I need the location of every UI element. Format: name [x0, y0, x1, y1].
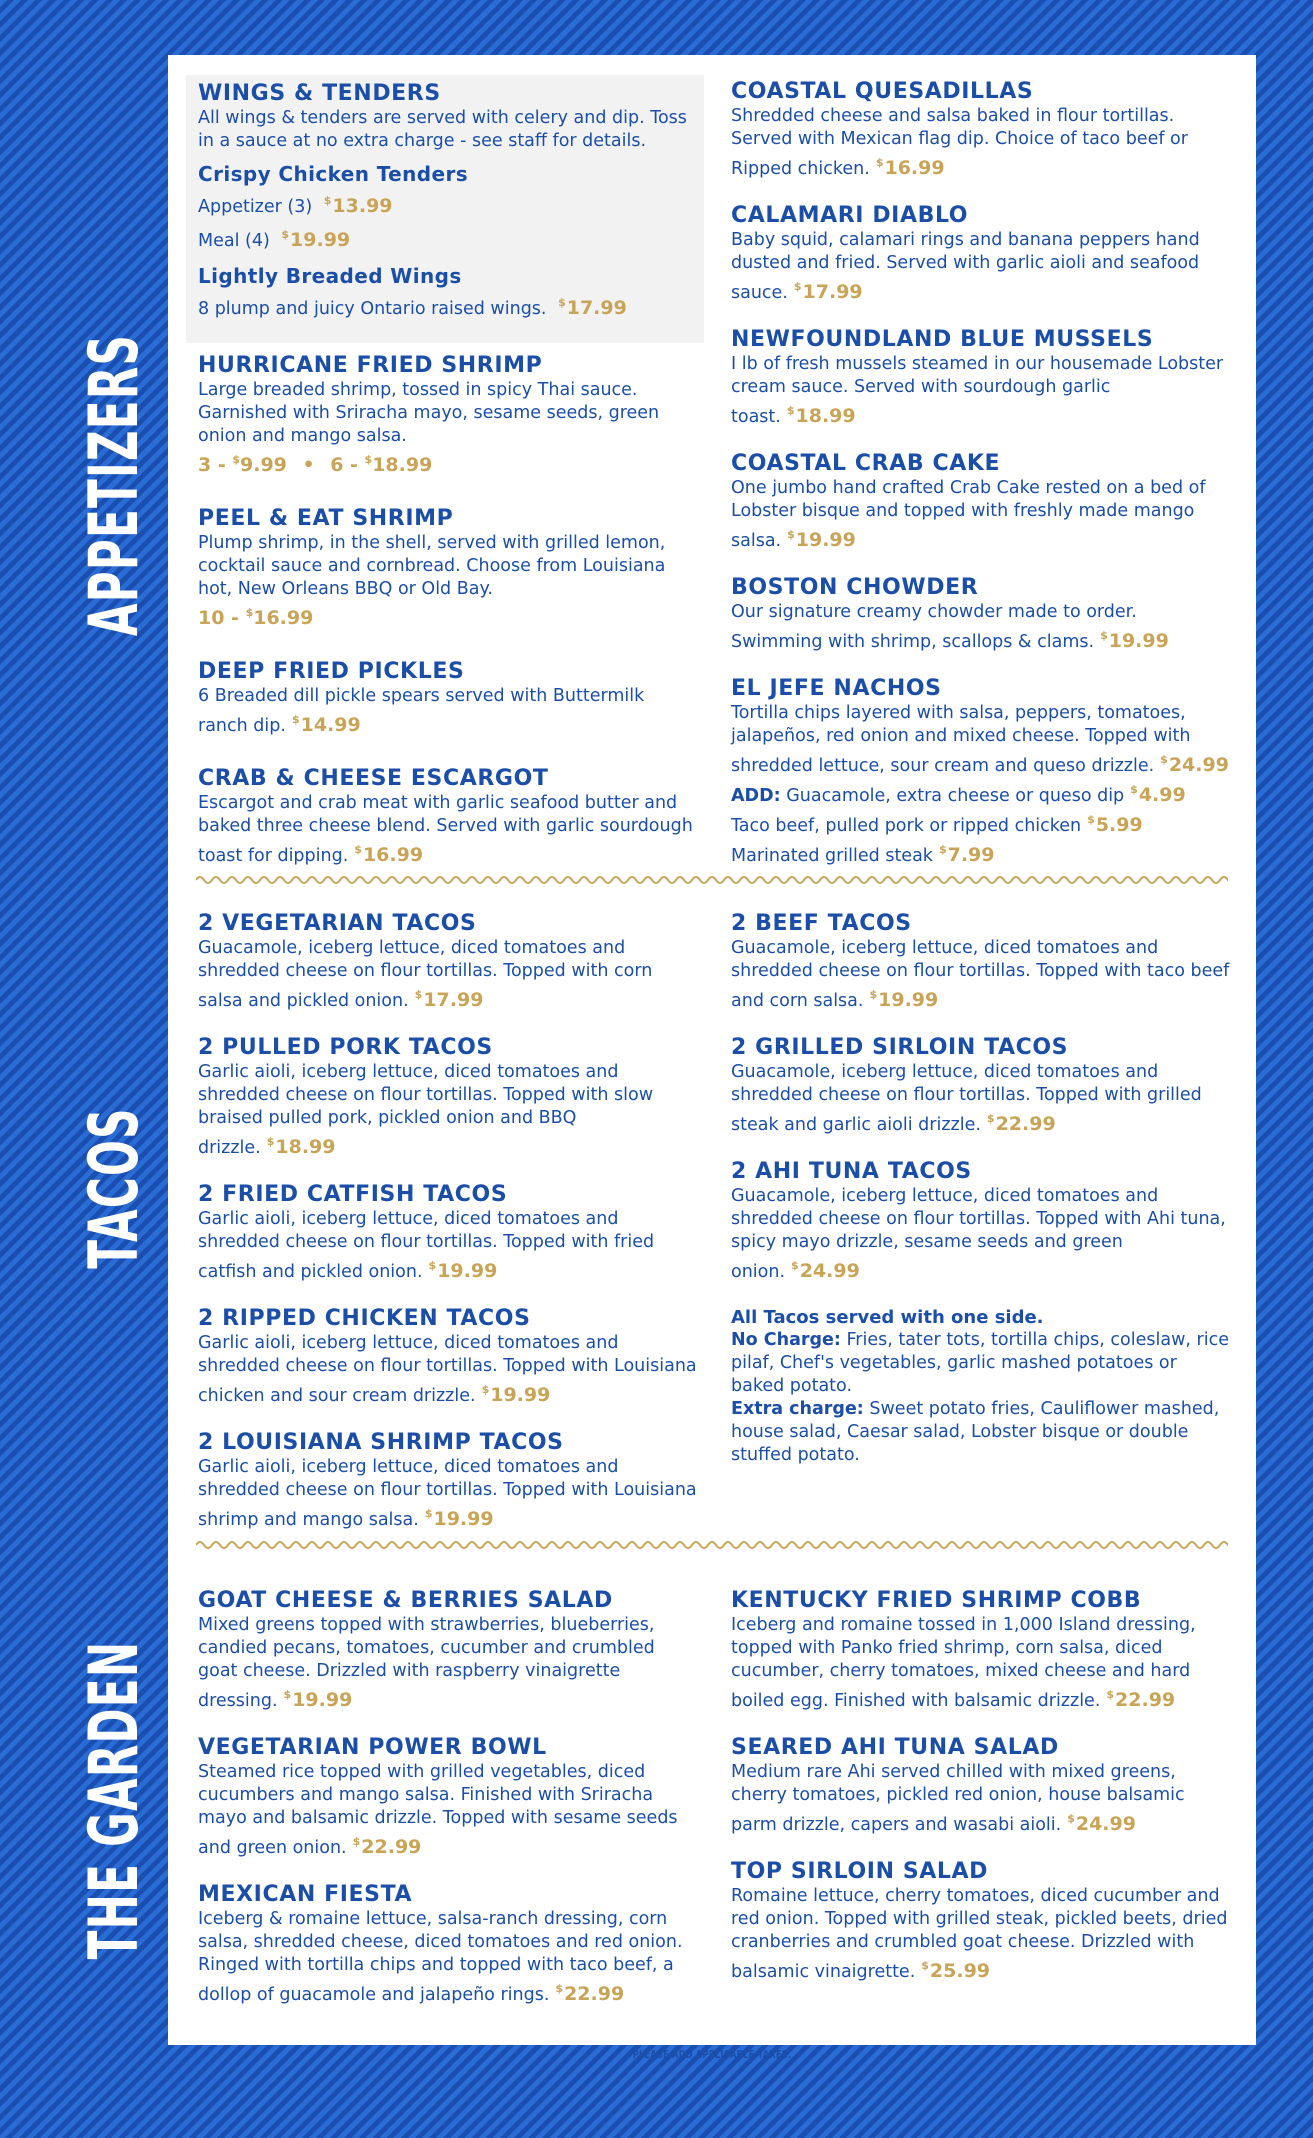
price: $16.99 [354, 843, 424, 866]
menu-item [731, 1859, 1231, 1984]
item-description: Guacamole, iceberg lettuce, diced tomatoes and shredded cheese on flour tortillas. Topped with grilled steak and garlic aioli drizzle. $22.99 [731, 1062, 1202, 1135]
menu-item [731, 1588, 1231, 1713]
item-title: DEEP FRIED PICKLES [198, 659, 465, 684]
item-description: Steamed rice topped with grilled vegetables, diced cucumbers and mango salsa. Finished with Sriracha mayo and balsamic drizzle. Topped with sesame seeds and green onion. $22.99 [198, 1762, 678, 1858]
menu-item [198, 353, 698, 478]
price: $19.99 [787, 528, 856, 551]
item-description: Garlic aioli, iceberg lettuce, diced tomatoes and shredded cheese on flour tortillas. Topped with Louisiana shrimp and mango salsa. $19.99 [198, 1457, 697, 1530]
price: $5.99 [1087, 813, 1143, 836]
item-description: 8 plump and juicy Ontario raised wings. $17.99 [198, 296, 627, 319]
menu-item [731, 1735, 1231, 1837]
sub-item-title: Lightly Breaded Wings [198, 264, 462, 288]
price: $22.99 [1106, 1688, 1176, 1711]
item-description: Guacamole, iceberg lettuce, diced tomatoes and shredded cheese on flour tortillas. Topped with Ahi tuna, spicy mayo drizzle, sesame seeds and green onion. $24.99 [731, 1186, 1226, 1282]
price: $17.99 [793, 280, 863, 303]
menu-item [731, 327, 1231, 429]
menu-item [731, 203, 1231, 305]
item-title: 2 RIPPED CHICKEN TACOS [198, 1306, 531, 1331]
sides-heading: All Tacos served with one side. [731, 1307, 1044, 1328]
item-title: CRAB & CHEESE ESCARGOT [198, 766, 549, 791]
item-description: All wings & tenders are served with celery and dip. Toss in a sauce at no extra charge - see staff for details. [198, 108, 687, 151]
section-label-garden: THE GARDEN [75, 1640, 154, 1960]
price: $17.99 [558, 296, 627, 319]
menu-item [198, 659, 698, 738]
menu-item [198, 911, 698, 1013]
item-title: GOAT CHEESE & BERRIES SALAD [198, 1588, 613, 1613]
menu-item [198, 766, 698, 868]
price: $24.99 [791, 1259, 860, 1282]
item-title: BOSTON CHOWDER [731, 575, 979, 600]
menu-item [198, 1735, 698, 1860]
price: $19.99 [1100, 629, 1169, 652]
menu-item [198, 1035, 698, 1160]
item-description: Our signature creamy chowder made to order. Swimming with shrimp, scallops & clams. $19.99 [731, 602, 1169, 652]
item-description: Medium rare Ahi served chilled with mixed greens, cherry tomatoes, pickled red onion, house balsamic parm drizzle, capers and wasabi aioli. $24.99 [731, 1762, 1185, 1835]
tax-note: PLEASE ADD APPLICABLE TAXES. [632, 2048, 792, 2061]
price: $14.99 [291, 713, 361, 736]
nachos-add-line: Taco beef, pulled pork or ripped chicken $5.99 [731, 813, 1143, 836]
price: $19.99 [281, 228, 351, 251]
item-title: KENTUCKY FRIED SHRIMP COBB [731, 1588, 1142, 1613]
item-description: Tortilla chips layered with salsa, peppers, tomatoes, jalapeños, red onion and mixed cheese. Topped with shredded lettuce, sour cream and queso drizzle. $24.99 [731, 703, 1229, 776]
appetizers-left-column [198, 81, 698, 890]
item-title: EL JEFE NACHOS [731, 676, 942, 701]
item-prices: 3 - $9.99 • 6 - $18.99 [198, 453, 433, 476]
menu-item [731, 451, 1231, 553]
item-title: 2 BEEF TACOS [731, 911, 912, 936]
price: $19.99 [424, 1507, 494, 1530]
price: $19.99 [428, 1259, 498, 1282]
section-label-tacos: TACOS [75, 1107, 154, 1269]
sides-no-charge: No Charge: Fries, tater tots, tortilla chips, coleslaw, rice pilaf, Chef's vegetables, garlic mashed potatoes or baked potato. [731, 1330, 1229, 1396]
wavy-divider [196, 873, 1228, 887]
price: $19.99 [481, 1383, 551, 1406]
tenders-appetizer-line: Appetizer (3) $13.99 [198, 194, 393, 217]
price: $22.99 [555, 1982, 625, 2005]
item-description: Mixed greens topped with strawberries, blueberries, candied pecans, tomatoes, cucumber and crumbled goat cheese. Drizzled with raspberry vinaigrette dressing. $19.99 [198, 1615, 655, 1711]
tacos-sides-note [731, 1306, 1231, 1467]
appetizers-right-column [731, 79, 1231, 890]
item-title: NEWFOUNDLAND BLUE MUSSELS [731, 327, 1154, 352]
tenders-meal-line: Meal (4) $19.99 [198, 228, 351, 251]
menu-item [731, 1159, 1231, 1284]
price: $18.99 [266, 1135, 336, 1158]
nachos-add-line: ADD: Guacamole, extra cheese or queso dip $4.99 [731, 783, 1186, 806]
price: $4.99 [1130, 783, 1186, 806]
price: $19.99 [869, 988, 939, 1011]
menu-item-wings-tenders [198, 81, 698, 323]
menu-item-nachos [731, 676, 1231, 868]
item-description: Iceberg and romaine tossed in 1,000 Island dressing, topped with Panko fried shrimp, corn salsa, diced cucumber, cherry tomatoes, mixed cheese and hard boiled egg. Finished with balsamic drizzle. $22.99 [731, 1615, 1196, 1711]
item-description: Guacamole, iceberg lettuce, diced tomatoes and shredded cheese on flour tortillas. Topped with corn salsa and pickled onion. $17.99 [198, 938, 653, 1011]
sub-item-title: Crispy Chicken Tenders [198, 162, 469, 186]
item-description: Shredded cheese and salsa baked in flour tortillas. Served with Mexican flag dip. Choice of taco beef or Ripped chicken. $16.99 [731, 106, 1188, 179]
item-title: TOP SIRLOIN SALAD [731, 1859, 989, 1884]
menu-item [198, 1430, 698, 1532]
sides-extra-charge: Extra charge: Sweet potato fries, Cauliflower mashed, house salad, Caesar salad, Lobster bisque or double stuffed potato. [731, 1399, 1220, 1465]
tacos-left-column [198, 911, 698, 1554]
item-title: COASTAL QUESADILLAS [731, 79, 1034, 104]
item-description: Garlic aioli, iceberg lettuce, diced tomatoes and shredded cheese on flour tortillas. Topped with fried catfish and pickled onion. $19.99 [198, 1209, 655, 1282]
price: $24.99 [1067, 1812, 1136, 1835]
item-description: 6 Breaded dill pickle spears served with Buttermilk ranch dip. $14.99 [198, 686, 645, 736]
item-description: Garlic aioli, iceberg lettuce, diced tomatoes and shredded cheese on flour tortillas. Topped with Louisiana chicken and sour cream drizzle. $19.99 [198, 1333, 697, 1406]
item-title: VEGETARIAN POWER BOWL [198, 1735, 547, 1760]
menu-item [198, 1306, 698, 1408]
item-description: Plump shrimp, in the shell, served with grilled lemon, cocktail sauce and cornbread. Choose from Louisiana hot, New Orleans BBQ or Old Bay. [198, 533, 666, 599]
price: $22.99 [352, 1835, 422, 1858]
item-title: 2 AHI TUNA TACOS [731, 1159, 972, 1184]
garden-right-column [731, 1588, 1231, 2006]
menu-item [731, 79, 1231, 181]
item-prices: 10 - $16.99 [198, 606, 314, 629]
nachos-add-line: Marinated grilled steak $7.99 [731, 843, 995, 866]
garden-left-column [198, 1588, 698, 2029]
item-description: Iceberg & romaine lettuce, salsa-ranch dressing, corn salsa, shredded cheese, diced tomatoes and red onion. Ringed with tortilla chips and topped with taco beef, a dollop of guacamole and jalapeño rings. $22.99 [198, 1909, 683, 2005]
item-title: 2 FRIED CATFISH TACOS [198, 1182, 508, 1207]
item-description: Baby squid, calamari rings and banana peppers hand dusted and fried. Served with garlic aioli and seafood sauce. $17.99 [731, 230, 1200, 303]
item-title: SEARED AHI TUNA SALAD [731, 1735, 1059, 1760]
price: $7.99 [938, 843, 995, 866]
price: $13.99 [323, 194, 393, 217]
item-title: COASTAL CRAB CAKE [731, 451, 1001, 476]
menu-item [198, 1182, 698, 1284]
item-description: Garlic aioli, iceberg lettuce, diced tomatoes and shredded cheese on flour tortillas. Topped with slow braised pulled pork, pickled onion and BBQ drizzle. $18.99 [198, 1062, 654, 1158]
price: $18.99 [786, 404, 856, 427]
price: $25.99 [921, 1959, 991, 1982]
menu-panel [168, 55, 1256, 2061]
item-description: I lb of fresh mussels steamed in our housemade Lobster cream sauce. Served with sourdough garlic toast. $18.99 [731, 354, 1224, 427]
menu-item [731, 575, 1231, 654]
menu-item [198, 1588, 698, 1713]
item-title: WINGS & TENDERS [198, 81, 441, 106]
item-title: 2 VEGETARIAN TACOS [198, 911, 477, 936]
menu-item [198, 506, 698, 631]
price: $22.99 [986, 1112, 1056, 1135]
price: $24.99 [1160, 753, 1229, 776]
price: $16.99 [875, 156, 945, 179]
tacos-right-column [731, 911, 1231, 1489]
wavy-divider [196, 1538, 1228, 1552]
section-label-appetizers: APPETIZERS [75, 333, 154, 637]
item-description: Escargot and crab meat with garlic seafood butter and baked three cheese blend. Served with garlic sourdough toast for dipping. $16.99 [198, 793, 693, 866]
item-title: PEEL & EAT SHRIMP [198, 506, 454, 531]
menu-item [198, 1882, 698, 2007]
item-title: 2 GRILLED SIRLOIN TACOS [731, 1035, 1069, 1060]
item-title: 2 LOUISIANA SHRIMP TACOS [198, 1430, 564, 1455]
item-description: Large breaded shrimp, tossed in spicy Thai sauce. Garnished with Sriracha mayo, sesame seeds, green onion and mango salsa. [198, 380, 660, 446]
item-description: One jumbo hand crafted Crab Cake rested on a bed of Lobster bisque and topped with freshly made mango salsa. $19.99 [731, 478, 1206, 551]
item-title: HURRICANE FRIED SHRIMP [198, 353, 543, 378]
item-description: Guacamole, iceberg lettuce, diced tomatoes and shredded cheese on flour tortillas. Topped with taco beef and corn salsa. $19.99 [731, 938, 1230, 1011]
item-title: 2 PULLED PORK TACOS [198, 1035, 493, 1060]
menu-item [731, 1035, 1231, 1137]
menu-item [731, 911, 1231, 1013]
item-title: MEXICAN FIESTA [198, 1882, 413, 1907]
price: $19.99 [283, 1688, 353, 1711]
price: $17.99 [414, 988, 484, 1011]
item-title: CALAMARI DIABLO [731, 203, 969, 228]
item-description: Romaine lettuce, cherry tomatoes, diced cucumber and red onion. Topped with grilled steak, pickled beets, dried cranberries and crumbled goat cheese. Drizzled with balsamic vinaigrette. $25.99 [731, 1886, 1228, 1982]
